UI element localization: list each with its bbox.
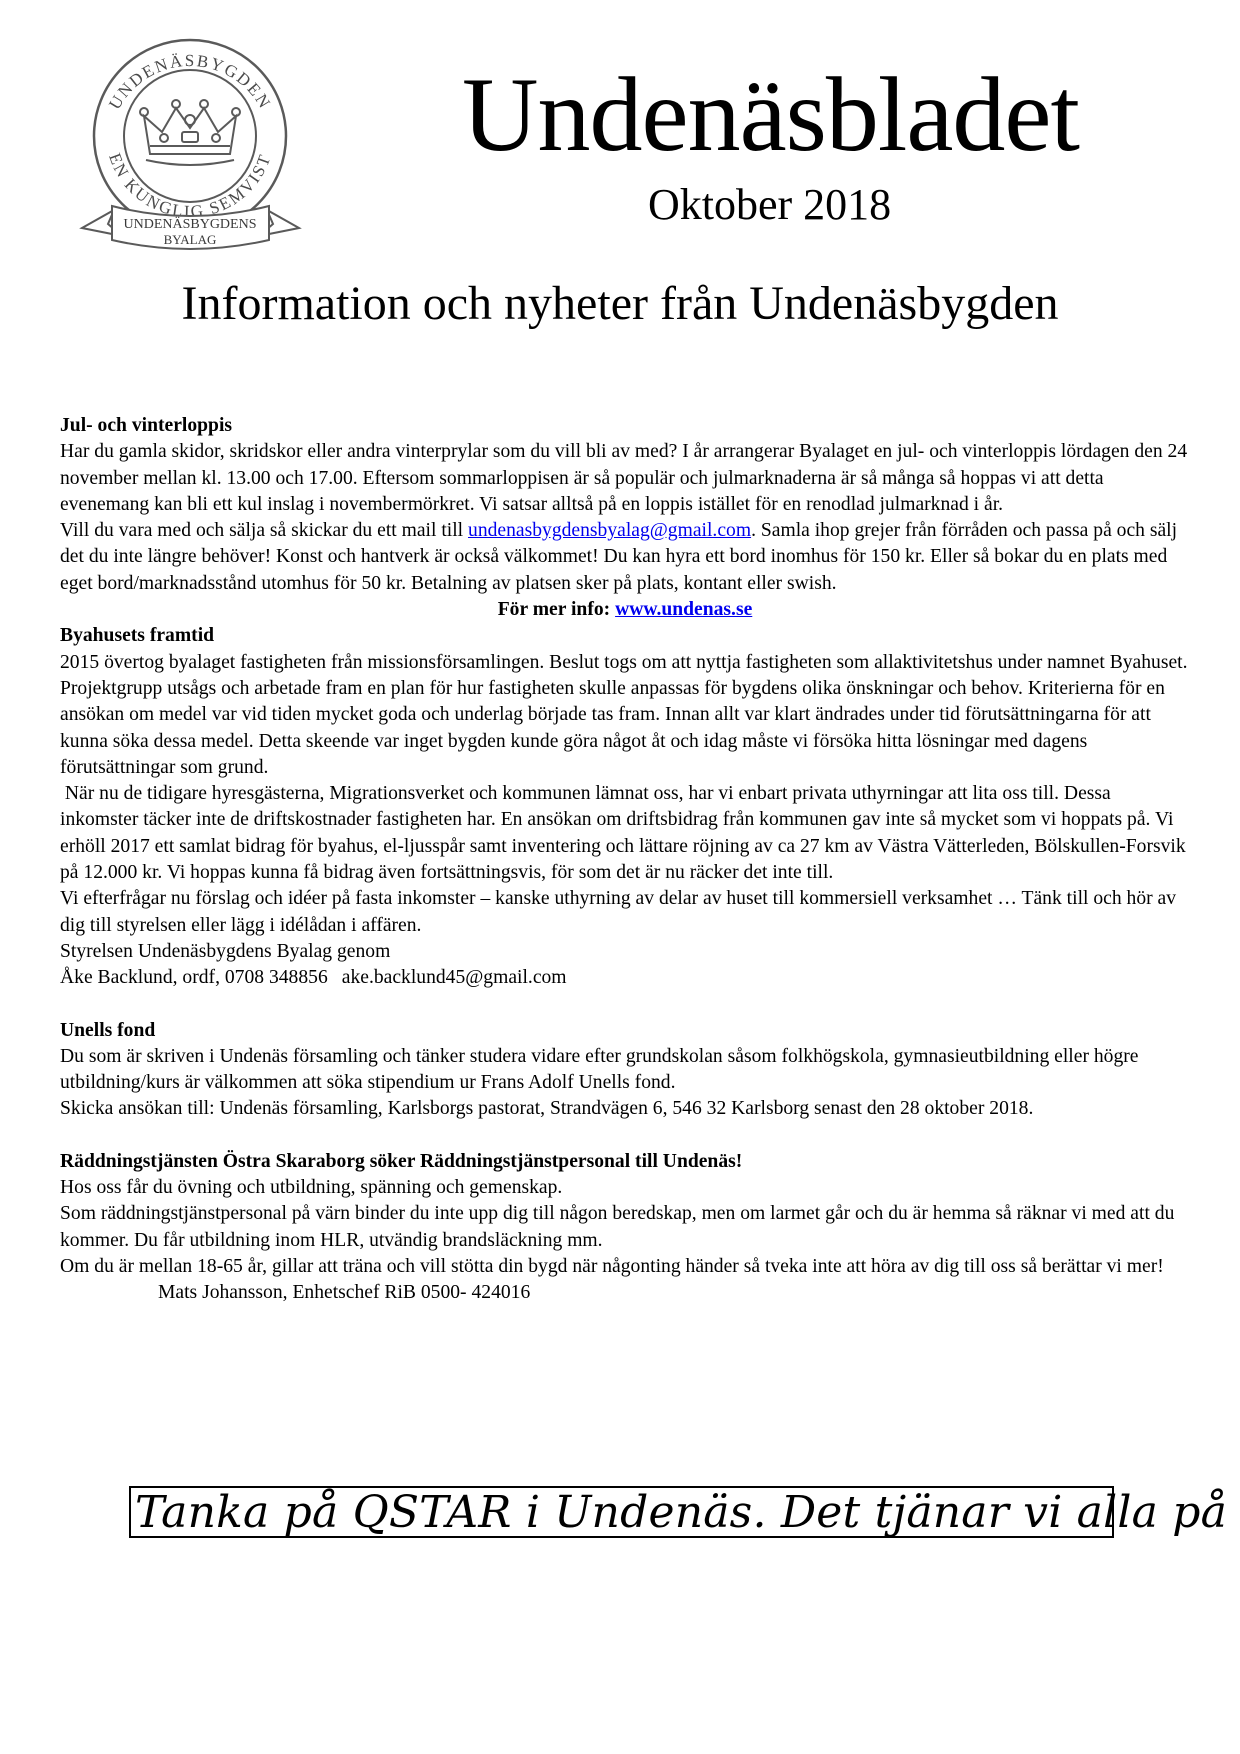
unells-paragraph-2: Skicka ansökan till: Undenäs församling, Karlsborgs pastorat, Strandvägen 6, 546 32 Karlsborg senast den 28 oktober 2018. <box>60 1098 1034 1120</box>
loppis-text-after-email: . Samla ihop grejer från förråden och passa på och sälj det du inte längre behöver! Konst och hantverk är också välkommet! Du kan hyra ett bord inomhus för 150 kr. Eller så bokar du en plats med eget bord/marknadsstånd utomhus för 50 kr. Betalning av platsen sker på plats, kontant eller swish. <box>60 520 1178 594</box>
raddning-paragraph-1: Hos oss får du övning och utbildning, spänning och gemenskap. <box>60 1177 563 1199</box>
more-info-label: För mer info: <box>497 599 616 621</box>
newsletter-title: Undenäsbladet <box>462 56 1079 173</box>
section-heading-unells: Unells fond <box>60 1019 156 1041</box>
byalag-email-link[interactable]: undenasbygdensbyalag@gmail.com <box>468 520 752 542</box>
raddning-text: Om du är mellan 18-65 år, gillar att träna och vill stötta din bygd när någonting händer så tveka inte att höra av dig till oss så berättar vi mer! <box>60 1255 1164 1277</box>
section-heading-byahuset: Byahusets framtid <box>60 625 215 647</box>
logo-ring-bottom-text: EN KUNGLIG SEMVIST <box>105 150 275 222</box>
byahuset-paragraph-1: 2015 övertog byalaget fastigheten från missionsförsamlingen. Beslut togs om att nyttja fastigheten som allaktivitetshus under namnet Byahuset. Projektgrupp utsågs och arbetade fram en plan för hur fastigheten skulle anpassas för bygdens olika önskningar och behov. Kriterierna för en ansökan om medel var vid tiden mycket goda och underlag började tas fram. Innan allt var klart ändrades under tid förutsättningarna för att kunna söka dessa medel. Detta skeende var inget bygden kunde göra något åt och idag måste vi försöka hitta lösningar med dagens förutsättningar som grund. <box>60 651 1188 778</box>
section-heading-raddning: Räddningstjänsten Östra Skaraborg söker Räddningstjänstpersonal till Undenäs! <box>60 1150 743 1172</box>
raddning-paragraph-3 <box>60 1254 1190 1307</box>
qstar-ad-box <box>129 1486 1228 1538</box>
logo-ring-top-text: UNDENÄSBYGDEN <box>105 50 275 113</box>
logo-ribbon-line1: UNDENÄSBYGDENS <box>123 217 257 232</box>
byahuset-signature <box>60 965 1190 991</box>
crown-icon <box>78 28 303 253</box>
loppis-paragraph-1: Har du gamla skidor, skridskor eller andra vinterprylar som du vill bli av med? I år arrangerar Byalaget en jul- och vinterloppis lördagen den 24 november mellan kl. 13.00 och 17.00. Eftersom sommarloppisen är så populär och julmarknaderna är så många så hoppas vi att detta evenemang kan bli ett kul inslag i novembermörkret. Vi satsar alltså på en loppis istället för en renodlad julmarknad i år. <box>60 441 1188 515</box>
unells-paragraph-1: Du som är skriven i Undenäs församling och tänker studera vidare efter grundskolan såsom folkhögskola, gymnasieutbildning eller högre utbildning/kurs är välkommen att söka stipendium ur Frans Adolf Unells fond. <box>60 1045 1139 1094</box>
byahuset-paragraph-3: Vi efterfrågar nu förslag och idéer på fasta inkomster – kanske uthyrning av delar av huset till kommersiell verksamhet … Tänk till och hör av dig till styrelsen eller lägg i idélådan i affären. <box>60 888 1177 936</box>
byahuset-paragraph-2: När nu de tidigare hyresgästerna, Migrationsverket och kommunen lämnat oss, har vi enbart privata uthyrningar att lita oss till. Dessa inkomster täcker inte de driftskostnader fastigheten har. En ansökan om driftsbidrag från kommunen gav inte så mycket som vi hoppats på. Vi erhöll 2017 ett samlat bidrag för byahus, el-ljusspår samt inventering och lättare röjning av ca 27 km av Västra Vätterleden, Bölskullen-Forsvik på 12.000 kr. Vi hoppas kunna få bidrag även fortsättningsvis, för som det är nu räcker det inte till. <box>60 783 1191 884</box>
issue-date: Oktober 2018 <box>648 180 892 229</box>
loppis-text-before-email: Vill du vara med och sälja så skickar du ett mail till <box>60 520 469 542</box>
newsletter-body <box>60 413 1190 1307</box>
signature-email: ake.backlund45@gmail.com <box>341 967 567 989</box>
qstar-ad-text: Tanka på QSTAR i Undenäs. Det tjänar vi alla på <box>135 1487 1228 1538</box>
byalag-logo <box>78 28 303 253</box>
loppis-paragraph-2 <box>60 518 1190 597</box>
website-link[interactable]: www.undenas.se <box>615 599 753 621</box>
section-heading-loppis: Jul- och vinterloppis <box>60 415 233 436</box>
newsletter-subtitle: Information och nyheter från Undenäsbygden <box>181 277 1059 330</box>
logo-ribbon-line2: BYALAG <box>163 232 217 247</box>
byahuset-paragraph-4: Styrelsen Undenäsbygdens Byalag genom <box>60 940 391 962</box>
more-info-line <box>60 597 1190 623</box>
raddning-paragraph-2: Som räddningstjänstpersonal på värn binder du inte upp dig till någon beredskap, men om larmet går och du är hemma så räknar vi med att du kommer. Du får utbildning inom HLR, utvändig brandsläckning mm. <box>60 1203 1175 1251</box>
raddning-contact: Mats Johansson, Enhetschef RiB 0500- 424016 <box>158 1282 531 1304</box>
signature-name: Åke Backlund, ordf, 0708 348856 <box>60 967 328 989</box>
